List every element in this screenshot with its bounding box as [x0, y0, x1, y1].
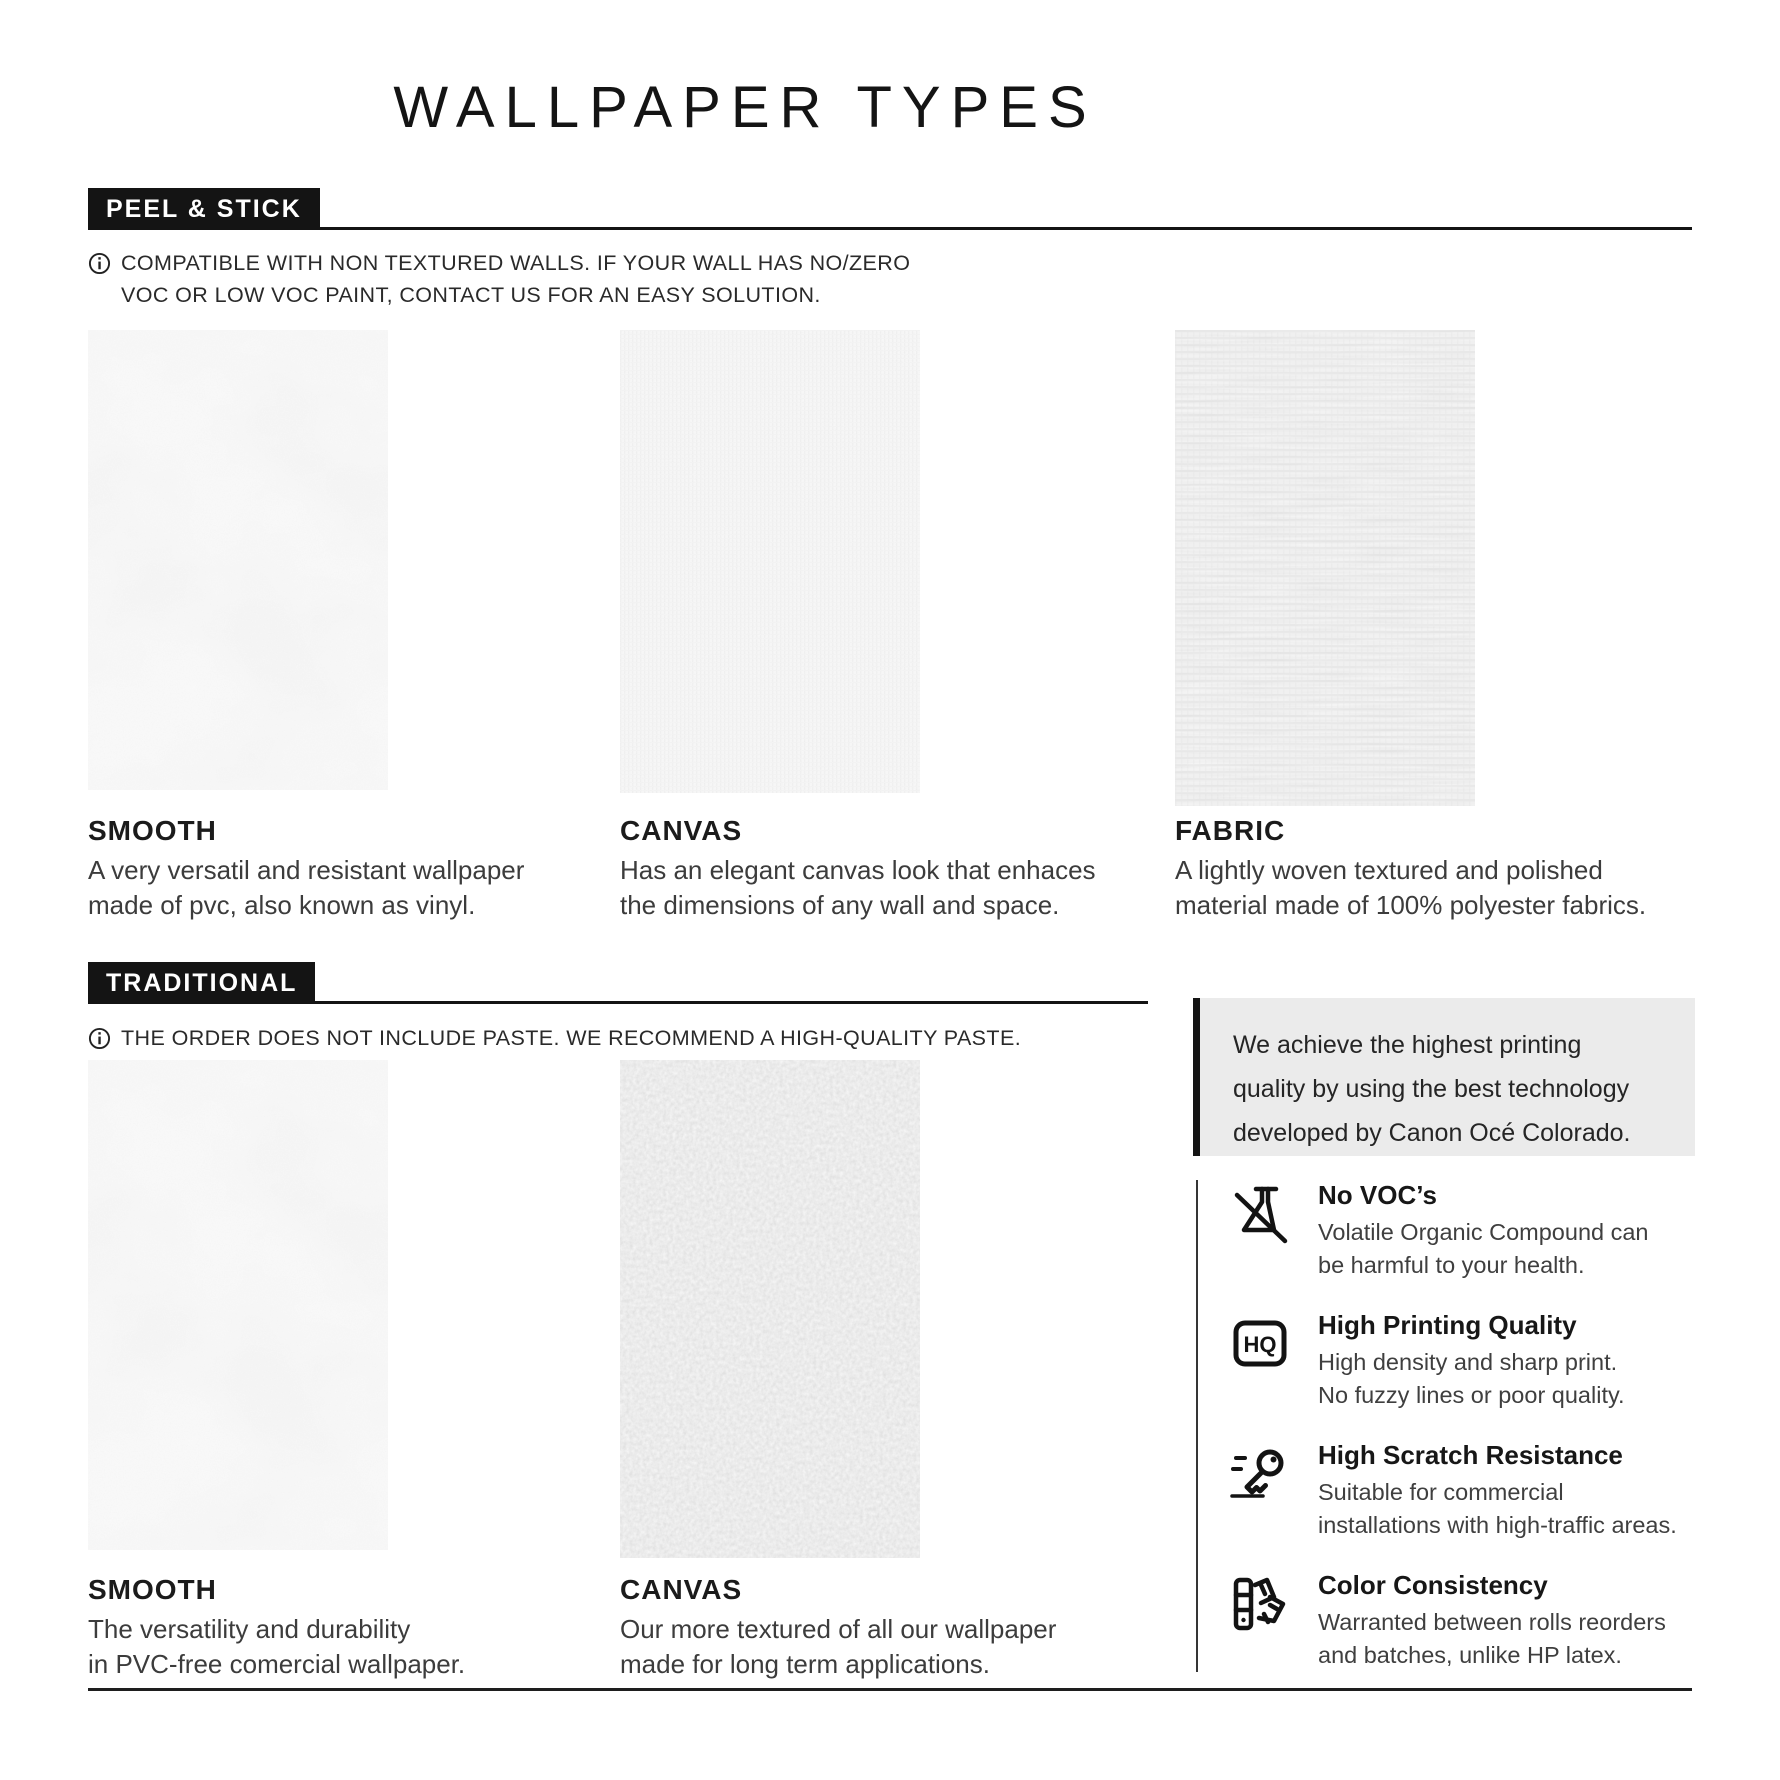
peel-stick-texture-row: [88, 330, 1702, 923]
rough-canvas-texture-swatch: [620, 1060, 920, 1558]
note-line: VOC OR LOW VOC PAINT, CONTACT US FOR AN EASY SOLUTION.: [121, 283, 821, 307]
traditional-note: [88, 1022, 1021, 1054]
info-icon: [88, 252, 111, 275]
feature-high-printing-quality: [1228, 1310, 1726, 1412]
type-name: SMOOTH: [88, 1574, 217, 1605]
note-line: THE ORDER DOES NOT INCLUDE PASTE. WE RECOMMEND A HIGH-QUALITY PASTE.: [121, 1026, 1022, 1050]
feature-color-consistency: [1228, 1570, 1726, 1672]
peel-stick-note: [88, 247, 910, 311]
color-swatches-icon: [1228, 1572, 1292, 1636]
fabric-texture-swatch: [1175, 330, 1475, 806]
svg-text:HQ: HQ: [1243, 1332, 1277, 1357]
feature-high-scratch-resistance: [1228, 1440, 1726, 1542]
section-label-peel-stick: PEEL & STICK: [88, 188, 320, 230]
type-description: A very versatil and resistant wallpaper made of pvc, also known as vinyl.: [88, 855, 525, 920]
peel-stick-section-rule: [88, 188, 1692, 230]
wallpaper-type-card: [88, 330, 600, 923]
wallpaper-type-card: [620, 330, 1160, 923]
smooth-texture-swatch: [88, 330, 388, 790]
type-description: Our more textured of all our wallpaper made for long term applications.: [620, 1614, 1057, 1679]
feature-title: Color Consistency: [1318, 1570, 1548, 1600]
wallpaper-type-card: [620, 1060, 1160, 1682]
canvas-texture-swatch: [620, 330, 920, 793]
bottom-divider: [88, 1688, 1692, 1691]
section-label-traditional: TRADITIONAL: [88, 962, 315, 1004]
info-icon: [88, 1027, 111, 1050]
traditional-texture-row: [88, 1060, 1160, 1682]
type-description: Has an elegant canvas look that enhaces the dimensions of any wall and space.: [620, 855, 1096, 920]
wallpaper-type-card: [88, 1060, 600, 1682]
feature-title: High Scratch Resistance: [1318, 1440, 1623, 1470]
type-name: CANVAS: [620, 1574, 743, 1605]
page-title: WALLPAPER TYPES: [393, 75, 1097, 140]
traditional-section-rule: [88, 962, 1148, 1004]
type-description: A lightly woven textured and polished material made of 100% polyester fabrics.: [1175, 855, 1647, 920]
feature-no-vocs: [1228, 1180, 1726, 1282]
feature-title: No VOC’s: [1318, 1180, 1437, 1210]
feature-list: [1196, 1180, 1726, 1672]
feature-title: High Printing Quality: [1318, 1310, 1577, 1340]
feature-description: Suitable for commercial installations with high-traffic areas.: [1318, 1479, 1677, 1538]
key-icon: [1228, 1442, 1292, 1506]
feature-description: High density and sharp print. No fuzzy lines or poor quality.: [1318, 1349, 1625, 1408]
smooth-texture-swatch: [88, 1060, 388, 1550]
type-name: SMOOTH: [88, 815, 217, 846]
wallpaper-type-card: [1175, 330, 1702, 923]
hq-icon: [1228, 1312, 1292, 1376]
type-description: The versatility and durability in PVC-free comercial wallpaper.: [88, 1614, 466, 1679]
type-name: FABRIC: [1175, 815, 1286, 846]
feature-description: Volatile Organic Compound can be harmful to your health.: [1318, 1219, 1649, 1278]
note-line: COMPATIBLE WITH NON TEXTURED WALLS. IF YOUR WALL HAS NO/ZERO: [121, 251, 911, 275]
feature-description: Warranted between rolls reorders and batches, unlike HP latex.: [1318, 1609, 1666, 1668]
type-name: CANVAS: [620, 815, 743, 846]
no-voc-icon: [1228, 1182, 1292, 1246]
printing-quality-note-box: We achieve the highest printing quality by using the best technology developed by Canon Océ Colorado.: [1193, 998, 1695, 1156]
